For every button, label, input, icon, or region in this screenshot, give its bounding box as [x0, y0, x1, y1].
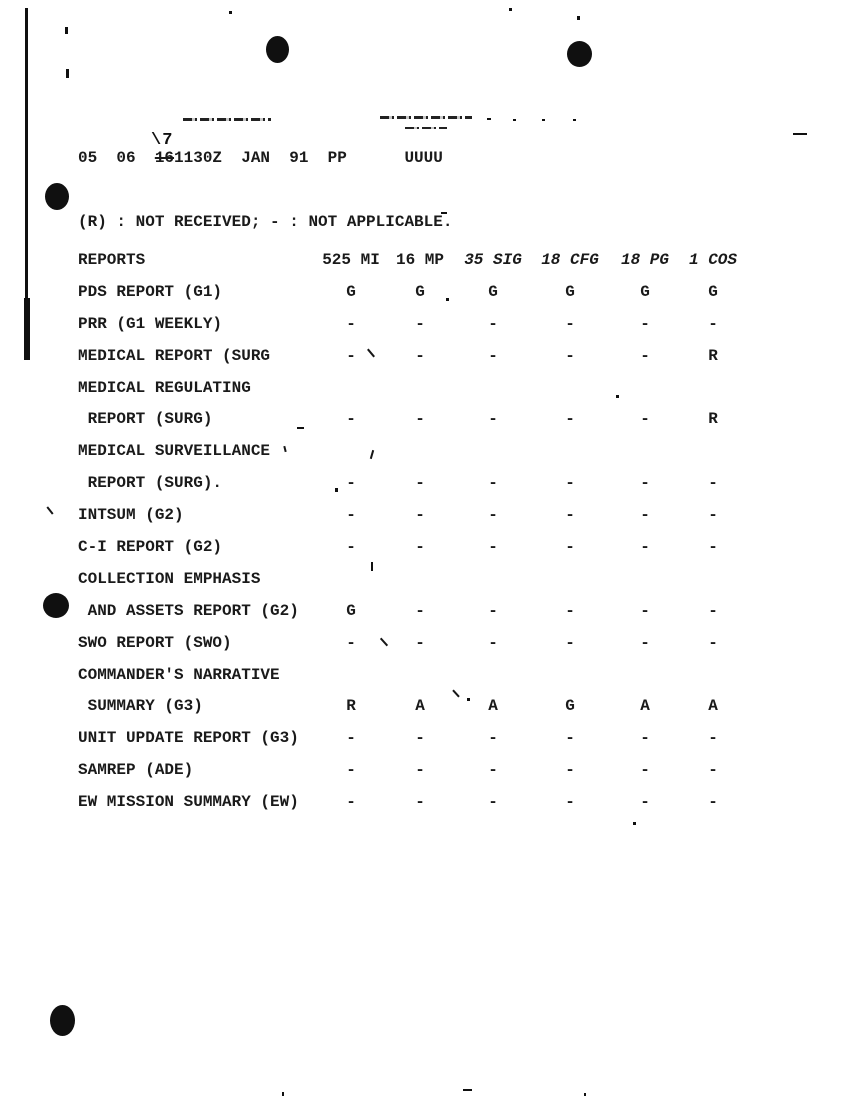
status-cell: G	[346, 601, 356, 620]
status-cell: R	[708, 410, 718, 429]
status-cell: -	[415, 761, 425, 780]
status-cell: -	[708, 474, 718, 493]
status-cell: -	[640, 761, 650, 780]
status-cell: -	[415, 474, 425, 493]
status-cell: -	[565, 346, 575, 365]
status-cell: -	[346, 474, 356, 493]
status-cell: -	[640, 410, 650, 429]
speck	[633, 822, 636, 825]
reports-column-title: REPORTS	[78, 250, 146, 269]
table-row	[0, 403, 850, 435]
status-cell: -	[346, 793, 356, 812]
table-row	[0, 722, 850, 754]
status-cell: -	[708, 506, 718, 525]
status-cell: G	[640, 282, 650, 301]
unit-column-header: 16 MP	[395, 250, 444, 269]
report-label: PRR (G1 WEEKLY)	[78, 314, 223, 333]
status-cell: -	[488, 601, 498, 620]
status-cell: -	[346, 314, 356, 333]
report-label: COMMANDER'S NARRATIVE	[78, 665, 280, 684]
status-cell: -	[415, 633, 425, 652]
speck	[487, 118, 491, 120]
ink-blot-bottom	[50, 1005, 75, 1036]
speck	[65, 27, 68, 34]
report-label: C-I REPORT (G2)	[78, 537, 223, 556]
status-cell: A	[415, 697, 425, 716]
table-row	[0, 690, 850, 722]
status-cell: -	[565, 410, 575, 429]
status-cell: -	[488, 314, 498, 333]
status-cell: -	[488, 410, 498, 429]
status-cell: -	[488, 346, 498, 365]
scan-streak-left	[183, 118, 271, 121]
unit-column-header: 1 COS	[688, 250, 737, 269]
status-cell: -	[415, 537, 425, 556]
status-cell: -	[415, 410, 425, 429]
table-row	[0, 467, 850, 499]
status-cell: -	[565, 537, 575, 556]
speck	[282, 1092, 284, 1096]
speck	[577, 16, 580, 20]
status-cell: -	[640, 793, 650, 812]
reports-table	[0, 244, 850, 818]
status-cell: -	[708, 633, 718, 652]
status-cell: -	[488, 761, 498, 780]
report-label: REPORT (SURG)	[78, 410, 213, 429]
status-legend: (R) : NOT RECEIVED; - : NOT APPLICABLE.	[78, 213, 453, 231]
status-cell: -	[346, 633, 356, 652]
table-body	[0, 276, 850, 818]
status-cell: -	[640, 346, 650, 365]
status-cell: -	[565, 601, 575, 620]
unit-column-header: 18 PG	[620, 250, 669, 269]
status-cell: -	[565, 474, 575, 493]
table-header-row	[0, 244, 850, 276]
status-cell: -	[708, 537, 718, 556]
status-cell: A	[708, 697, 718, 716]
status-cell: -	[488, 633, 498, 652]
report-label: MEDICAL REGULATING	[78, 378, 251, 397]
status-cell: -	[640, 314, 650, 333]
status-cell: -	[640, 506, 650, 525]
report-label: SUMMARY (G3)	[78, 697, 203, 716]
ink-blot-top	[45, 183, 69, 210]
status-cell: -	[565, 314, 575, 333]
status-cell: -	[415, 601, 425, 620]
status-cell: -	[640, 729, 650, 748]
table-row	[0, 372, 850, 404]
report-label: EW MISSION SUMMARY (EW)	[78, 793, 299, 812]
status-cell: -	[708, 761, 718, 780]
status-cell: G	[488, 282, 498, 301]
table-row	[0, 659, 850, 691]
status-cell: -	[346, 506, 356, 525]
speck	[463, 1089, 472, 1091]
report-label: INTSUM (G2)	[78, 506, 184, 525]
status-cell: -	[565, 633, 575, 652]
status-cell: -	[708, 601, 718, 620]
report-label: COLLECTION EMPHASIS	[78, 569, 261, 588]
hole-punch-dot-left	[266, 36, 289, 63]
table-row	[0, 435, 850, 467]
table-row	[0, 308, 850, 340]
status-cell: -	[565, 729, 575, 748]
table-row	[0, 627, 850, 659]
table-row	[0, 595, 850, 627]
status-cell: -	[488, 474, 498, 493]
status-cell: -	[488, 793, 498, 812]
status-cell: -	[415, 793, 425, 812]
status-cell: -	[640, 601, 650, 620]
status-cell: G	[346, 282, 356, 301]
speck	[542, 119, 545, 121]
status-cell: -	[346, 410, 356, 429]
struck-out-date-digits: 16	[154, 149, 175, 167]
report-label: MEDICAL REPORT (SURG	[78, 346, 271, 365]
scan-streak-right	[380, 116, 472, 119]
status-cell: -	[565, 793, 575, 812]
status-cell: A	[640, 697, 650, 716]
table-row	[0, 499, 850, 531]
status-cell: -	[708, 729, 718, 748]
report-label: MEDICAL SURVEILLANCE	[78, 442, 271, 461]
status-cell: G	[565, 697, 575, 716]
status-cell: G	[708, 282, 718, 301]
unit-column-header: 18 CFG	[541, 250, 599, 269]
status-cell: -	[640, 474, 650, 493]
status-cell: R	[708, 346, 718, 365]
speck	[584, 1093, 586, 1096]
status-cell: -	[565, 506, 575, 525]
report-label: UNIT UPDATE REPORT (G3)	[78, 729, 299, 748]
status-cell: -	[346, 729, 356, 748]
table-row	[0, 754, 850, 786]
report-label: SWO REPORT (SWO)	[78, 633, 232, 652]
report-label: SAMREP (ADE)	[78, 761, 194, 780]
status-cell: A	[488, 697, 498, 716]
scan-streak-right-lower	[405, 127, 447, 129]
date-rest: 1130Z JAN 91 PP UUUU	[174, 149, 443, 167]
status-cell: -	[346, 346, 356, 365]
table-row	[0, 276, 850, 308]
unit-column-header: 525 MI	[322, 250, 380, 269]
status-cell: -	[415, 314, 425, 333]
speck	[66, 69, 69, 78]
status-cell: -	[415, 346, 425, 365]
status-cell: G	[415, 282, 425, 301]
report-label: PDS REPORT (G1)	[78, 282, 223, 301]
speck	[513, 119, 516, 121]
status-cell: R	[346, 697, 356, 716]
status-cell: -	[415, 506, 425, 525]
status-cell: -	[488, 506, 498, 525]
report-label: AND ASSETS REPORT (G2)	[78, 601, 299, 620]
table-row	[0, 531, 850, 563]
date-prefix: 05 06	[78, 149, 155, 167]
table-row	[0, 563, 850, 595]
status-cell: -	[346, 761, 356, 780]
table-row	[0, 340, 850, 372]
right-margin-dash	[793, 133, 807, 135]
speck	[229, 11, 232, 14]
speck	[573, 119, 576, 121]
status-cell: -	[415, 729, 425, 748]
status-cell: -	[640, 537, 650, 556]
speck	[509, 8, 512, 11]
handwritten-correction: \7	[151, 131, 174, 150]
table-row	[0, 786, 850, 818]
status-cell: -	[565, 761, 575, 780]
message-header-line	[78, 149, 443, 167]
hole-punch-dot-right	[567, 41, 592, 67]
status-cell: -	[488, 729, 498, 748]
report-label: REPORT (SURG).	[78, 474, 223, 493]
status-cell: G	[565, 282, 575, 301]
status-cell: -	[488, 537, 498, 556]
status-cell: -	[346, 537, 356, 556]
unit-column-header: 35 SIG	[464, 250, 522, 269]
status-cell: -	[640, 633, 650, 652]
status-cell: -	[708, 314, 718, 333]
status-cell: -	[708, 793, 718, 812]
